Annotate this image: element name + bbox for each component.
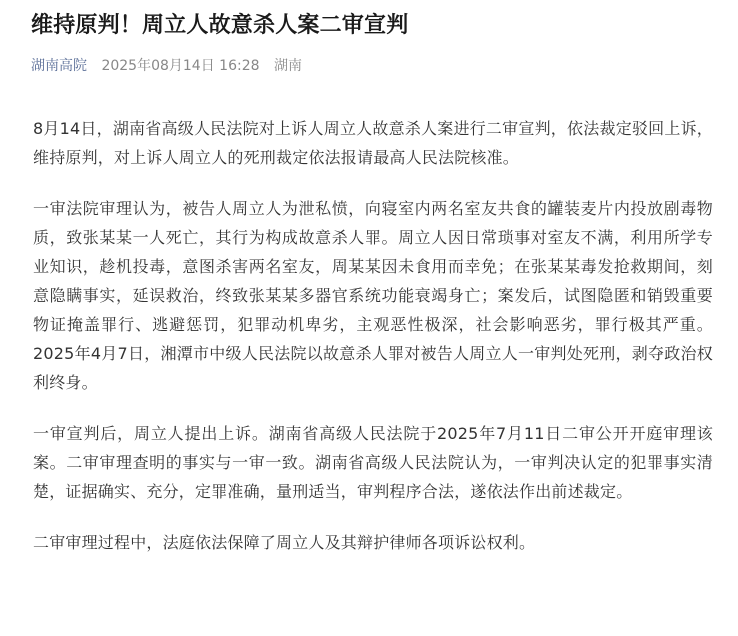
paragraph: 一审法院审理认为，被告人周立人为泄私愤，向寝室内两名室友共食的罐装麦片内投放剧毒物质，致张某某一人死亡，其行为构成故意杀人罪。周立人因日常琐事对室友不满，利用所学专业知识，趁机投毒，意图杀害两名室友，周某某因未食用而幸免；在张某某毒发抢救期间，刻意隐瞒事实，延误救治，终致张某某多器官系统功能衰竭身亡；案发后，试图隐匿和销毁重要物证掩盖罪行、逃避惩罚，犯罪动机卑劣，主观恶性极深，社会影响恶劣，罪行极其严重。2025年4月7日，湘潭市中级人民法院以故意杀人罪对被告人周立人一审判处死刑，剥夺政治权利终身。 <box>33 199 713 392</box>
paragraph: 一审宣判后，周立人提出上诉。湖南省高级人民法院于2025年7月11日二审公开开庭审理该案。二审审理查明的事实与一审一致。湖南省高级人民法院认为，一审判决认定的犯罪事实清楚，证据确实、充分，定罪准确，量刑适当，审判程序合法，遂依法作出前述裁定。 <box>33 424 713 501</box>
article-meta <box>31 56 302 76</box>
paragraph: 8月14日，湖南省高级人民法院对上诉人周立人故意杀人案进行二审宣判，依法裁定驳回上诉，维持原判，对上诉人周立人的死刑裁定依法报请最高人民法院核准。 <box>33 119 713 167</box>
publish-time: 2025年08月14日 16:28 <box>101 58 260 74</box>
article-content <box>33 114 713 579</box>
paragraph: 二审审理过程中，法庭依法保障了周立人及其辩护律师各项诉讼权利。 <box>33 533 536 552</box>
article-title: 维持原判！周立人故意杀人案二审宣判 <box>31 13 409 38</box>
account-name-link[interactable]: 湖南高院 <box>31 58 87 74</box>
publish-location: 湖南 <box>273 58 302 74</box>
